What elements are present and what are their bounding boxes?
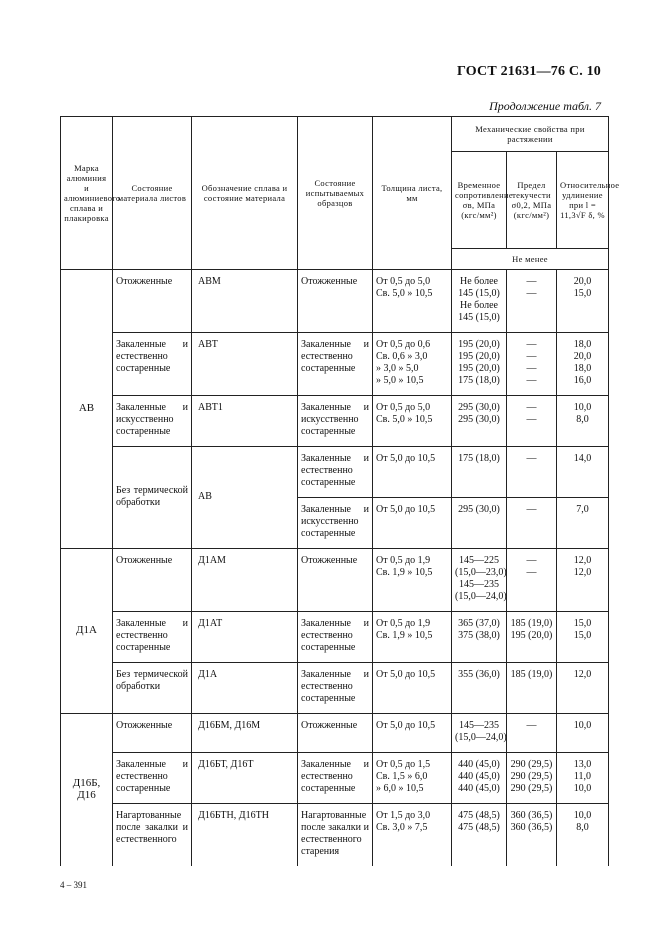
- tensile-cell-line: 145 (15,0): [458, 288, 500, 299]
- tensile-cell-line: 295 (30,0): [458, 402, 500, 413]
- col-header-yield-strength: Предел текучести σ0,2, МПа (кгс/мм²): [507, 152, 557, 249]
- tensile-cell-line: 375 (38,0): [458, 630, 500, 641]
- thickness-cell-line: От 0,5 до 1,5: [376, 759, 431, 770]
- tensile-cell-line: 440 (45,0): [458, 783, 500, 794]
- thickness-cell-line: От 0,5 до 1,9: [376, 555, 431, 566]
- tensile-cell-line: 175 (18,0): [458, 453, 500, 464]
- thickness-cell-line: От 0,5 до 5,0: [376, 276, 431, 287]
- designation-cell: Д1АТ: [192, 612, 298, 663]
- yield-cell: [507, 714, 557, 753]
- tensile-cell-line: 440 (45,0): [458, 759, 500, 770]
- tensile-cell: [452, 498, 507, 549]
- tensile-cell-line: 145 (15,0): [458, 312, 500, 323]
- test-condition-cell: Отожженные: [298, 549, 373, 612]
- brand-cell: AB: [61, 270, 113, 549]
- yield-cell-line: —: [526, 504, 537, 515]
- elongation-cell-line: 11,0: [573, 771, 592, 782]
- tensile-cell-line: (15,0—23,0): [455, 567, 507, 578]
- designation-cell: АВТ1: [192, 396, 298, 447]
- tensile-cell-line: 365 (37,0): [458, 618, 500, 629]
- condition-cell: Без термической обработки: [113, 447, 192, 549]
- thickness-cell-line: От 0,5 до 1,9: [376, 618, 431, 629]
- elongation-cell-line: 7,0: [576, 504, 589, 515]
- thickness-cell: [373, 270, 452, 333]
- thickness-cell-line: От 1,5 до 3,0: [376, 810, 431, 821]
- tensile-cell-line: 195 (20,0): [458, 339, 500, 350]
- thickness-cell: [373, 804, 452, 867]
- yield-cell-line: 290 (29,5): [510, 759, 553, 770]
- thickness-cell: [373, 663, 452, 714]
- thickness-cell: [373, 753, 452, 804]
- thickness-cell-line: Св. 3,0 » 7,5: [376, 822, 428, 833]
- elongation-cell: [557, 396, 609, 447]
- col-header-condition: Состояние материала листов: [113, 117, 192, 270]
- table-continuation-label: Продолжение табл. 7: [489, 99, 601, 113]
- col-header-designation: Обозначение сплава и состояние материала: [192, 117, 298, 270]
- thickness-cell-line: » 5,0 » 10,5: [376, 375, 424, 386]
- tensile-cell-line: 145—235: [459, 579, 499, 590]
- elongation-cell: [557, 714, 609, 753]
- tensile-cell-line: 475 (48,5): [458, 810, 500, 821]
- col-header-brand: Марка алюминия и алюминиевого сплава и плакировка: [61, 117, 113, 270]
- thickness-cell: [373, 612, 452, 663]
- tensile-cell-line: (15,0—24,0): [455, 591, 507, 602]
- elongation-cell: [557, 804, 609, 867]
- yield-cell: [507, 447, 557, 498]
- test-condition-cell: Закаленные и естественно состаренные: [298, 753, 373, 804]
- thickness-cell-line: Св. 1,9 » 10,5: [376, 567, 433, 578]
- thickness-cell-line: Св. 1,5 » 6,0: [376, 771, 428, 782]
- col-header-elongation: Относительное удлинение при l = 11,3√F δ, %: [557, 152, 609, 249]
- thickness-cell: [373, 333, 452, 396]
- tensile-cell: [452, 549, 507, 612]
- col-header-not-less: Не менее: [452, 249, 609, 270]
- test-condition-cell: Нагартованные после закалки и естественного старения: [298, 804, 373, 867]
- tensile-cell: [452, 753, 507, 804]
- elongation-cell: [557, 270, 609, 333]
- tensile-cell-line: 195 (20,0): [458, 363, 500, 374]
- elongation-cell-line: 15,0: [573, 618, 592, 629]
- thickness-cell: [373, 396, 452, 447]
- yield-cell: [507, 270, 557, 333]
- elongation-cell: [557, 612, 609, 663]
- document-header: ГОСТ 21631—76 С. 10: [457, 64, 601, 79]
- tensile-cell: [452, 714, 507, 753]
- condition-cell: Закаленные и естественно состаренные: [113, 753, 192, 804]
- tensile-cell-line: 145—225: [459, 555, 499, 566]
- elongation-cell-line: 10,0: [573, 720, 592, 731]
- table-row: [61, 804, 609, 867]
- designation-cell: АВТ: [192, 333, 298, 396]
- test-condition-cell: Закаленные и естественно состаренные: [298, 333, 373, 396]
- yield-cell: [507, 753, 557, 804]
- thickness-cell-line: Св. 1,9 » 10,5: [376, 630, 433, 641]
- condition-cell: Закаленные и естественно состаренные: [113, 333, 192, 396]
- condition-cell: Отожженные: [113, 714, 192, 753]
- yield-cell-line: —: [526, 351, 537, 362]
- designation-cell: АВМ: [192, 270, 298, 333]
- yield-cell-line: —: [526, 276, 537, 287]
- elongation-cell-line: 10,0: [573, 810, 592, 821]
- designation-cell: Д16БТН, Д16ТН: [192, 804, 298, 867]
- thickness-cell-line: Св. 5,0 » 10,5: [376, 414, 433, 425]
- yield-cell-line: 290 (29,5): [510, 771, 553, 782]
- yield-cell-line: 360 (36,5): [510, 810, 553, 821]
- thickness-cell-line: » 3,0 » 5,0: [376, 363, 419, 374]
- condition-cell: Отожженные: [113, 549, 192, 612]
- col-header-thickness: Толщина листа, мм: [373, 117, 452, 270]
- table-row: [61, 333, 609, 396]
- tensile-cell-line: 440 (45,0): [458, 771, 500, 782]
- elongation-cell-line: 12,0: [573, 567, 592, 578]
- tensile-cell: [452, 612, 507, 663]
- test-condition-cell: Закаленные и естественно состаренные: [298, 663, 373, 714]
- tensile-cell: [452, 663, 507, 714]
- table-body: [61, 270, 609, 867]
- yield-cell: [507, 612, 557, 663]
- thickness-cell-line: От 0,5 до 0,6: [376, 339, 431, 350]
- elongation-cell: [557, 753, 609, 804]
- elongation-cell: [557, 333, 609, 396]
- elongation-cell-line: 12,0: [573, 555, 592, 566]
- elongation-cell-line: 15,0: [573, 288, 592, 299]
- yield-cell-line: —: [526, 567, 537, 578]
- yield-cell-line: 195 (20,0): [510, 630, 553, 641]
- tensile-cell-line: (15,0—24,0): [455, 732, 507, 743]
- yield-cell-line: —: [526, 288, 537, 299]
- yield-cell: [507, 333, 557, 396]
- col-header-tensile-strength: Временное сопротивление σв, МПа (кгс/мм²): [452, 152, 507, 249]
- table-row: [61, 447, 609, 498]
- yield-cell-line: —: [526, 339, 537, 350]
- table-row: [61, 612, 609, 663]
- elongation-cell-line: 18,0: [573, 363, 592, 374]
- elongation-cell-line: 15,0: [573, 630, 592, 641]
- table-row: [61, 549, 609, 612]
- tensile-cell-line: 295 (30,0): [458, 414, 500, 425]
- tensile-cell-line: Не более: [460, 276, 498, 287]
- elongation-cell: [557, 663, 609, 714]
- test-condition-cell: Отожженные: [298, 714, 373, 753]
- tensile-cell: [452, 270, 507, 333]
- yield-cell-line: 185 (19,0): [510, 618, 553, 629]
- elongation-cell-line: 8,0: [576, 822, 589, 833]
- elongation-cell-line: 8,0: [576, 414, 589, 425]
- yield-cell-line: 360 (36,5): [510, 822, 553, 833]
- elongation-cell: [557, 549, 609, 612]
- tensile-cell: [452, 447, 507, 498]
- yield-cell-line: —: [526, 414, 537, 425]
- tensile-cell-line: 175 (18,0): [458, 375, 500, 386]
- thickness-cell: [373, 549, 452, 612]
- table-row: [61, 714, 609, 753]
- yield-cell-line: —: [526, 720, 537, 731]
- thickness-cell-line: От 5,0 до 10,5: [376, 720, 436, 731]
- elongation-cell-line: 10,0: [573, 783, 592, 794]
- thickness-cell-line: От 0,5 до 5,0: [376, 402, 431, 413]
- designation-cell: Д1АМ: [192, 549, 298, 612]
- print-code: 4 – 391: [60, 880, 87, 890]
- thickness-cell: [373, 714, 452, 753]
- table-row: [61, 396, 609, 447]
- tensile-cell: [452, 804, 507, 867]
- designation-cell: АВ: [192, 447, 298, 549]
- tensile-cell-line: Не более: [460, 300, 498, 311]
- thickness-cell-line: » 6,0 » 10,5: [376, 783, 424, 794]
- elongation-cell-line: 14,0: [573, 453, 592, 464]
- thickness-cell-line: Св. 0,6 » 3,0: [376, 351, 428, 362]
- yield-cell-line: 290 (29,5): [510, 783, 553, 794]
- thickness-cell-line: От 5,0 до 10,5: [376, 453, 436, 464]
- brand-cell: Д16Б, Д16: [61, 714, 113, 867]
- test-condition-cell: Закаленные и искусственно состаренные: [298, 396, 373, 447]
- designation-cell: Д16БТ, Д16Т: [192, 753, 298, 804]
- elongation-cell-line: 18,0: [573, 339, 592, 350]
- condition-cell: Нагартованные после закалки и естественного: [113, 804, 192, 867]
- condition-cell: Отожженные: [113, 270, 192, 333]
- elongation-cell-line: 10,0: [573, 402, 592, 413]
- elongation-cell-line: 20,0: [573, 276, 592, 287]
- elongation-cell: [557, 447, 609, 498]
- tensile-cell-line: 145—235: [459, 720, 499, 731]
- test-condition-cell: Отожженные: [298, 270, 373, 333]
- mechanical-properties-table: [60, 116, 620, 866]
- tensile-cell-line: 195 (20,0): [458, 351, 500, 362]
- yield-cell-line: —: [526, 453, 537, 464]
- table-row: [61, 663, 609, 714]
- condition-cell: Закаленные и искусственно состаренные: [113, 396, 192, 447]
- yield-cell-line: 185 (19,0): [510, 669, 553, 680]
- tensile-cell-line: 355 (36,0): [458, 669, 500, 680]
- elongation-cell-line: 16,0: [573, 375, 592, 386]
- col-header-mechanical-properties: Механические свойства при растяжении: [452, 117, 609, 152]
- thickness-cell-line: Св. 5,0 » 10,5: [376, 288, 433, 299]
- yield-cell-line: —: [526, 555, 537, 566]
- yield-cell-line: —: [526, 402, 537, 413]
- designation-cell: Д1А: [192, 663, 298, 714]
- test-condition-cell: Закаленные и естественно состаренные: [298, 447, 373, 498]
- yield-cell-line: —: [526, 375, 537, 386]
- condition-cell: Без термической обработки: [113, 663, 192, 714]
- designation-cell: Д16БМ, Д16М: [192, 714, 298, 753]
- elongation-cell-line: 13,0: [573, 759, 592, 770]
- condition-cell: Закаленные и естественно состаренные: [113, 612, 192, 663]
- brand-cell: Д1А: [61, 549, 113, 714]
- col-header-test-condition: Состояние испытываемых образцов: [298, 117, 373, 270]
- thickness-cell: [373, 498, 452, 549]
- tensile-cell: [452, 396, 507, 447]
- elongation-cell-line: 20,0: [573, 351, 592, 362]
- yield-cell-line: —: [526, 363, 537, 374]
- thickness-cell: [373, 447, 452, 498]
- yield-cell: [507, 549, 557, 612]
- yield-cell: [507, 804, 557, 867]
- tensile-cell-line: 295 (30,0): [458, 504, 500, 515]
- test-condition-cell: Закаленные и естественно состаренные: [298, 612, 373, 663]
- yield-cell: [507, 396, 557, 447]
- test-condition-cell: Закаленные и искусственно состаренные: [298, 498, 373, 549]
- yield-cell: [507, 498, 557, 549]
- table-row: [61, 270, 609, 333]
- elongation-cell-line: 12,0: [573, 669, 592, 680]
- tensile-cell-line: 475 (48,5): [458, 822, 500, 833]
- table-row: [61, 753, 609, 804]
- elongation-cell: [557, 498, 609, 549]
- yield-cell: [507, 663, 557, 714]
- thickness-cell-line: От 5,0 до 10,5: [376, 504, 436, 515]
- thickness-cell-line: От 5,0 до 10,5: [376, 669, 436, 680]
- tensile-cell: [452, 333, 507, 396]
